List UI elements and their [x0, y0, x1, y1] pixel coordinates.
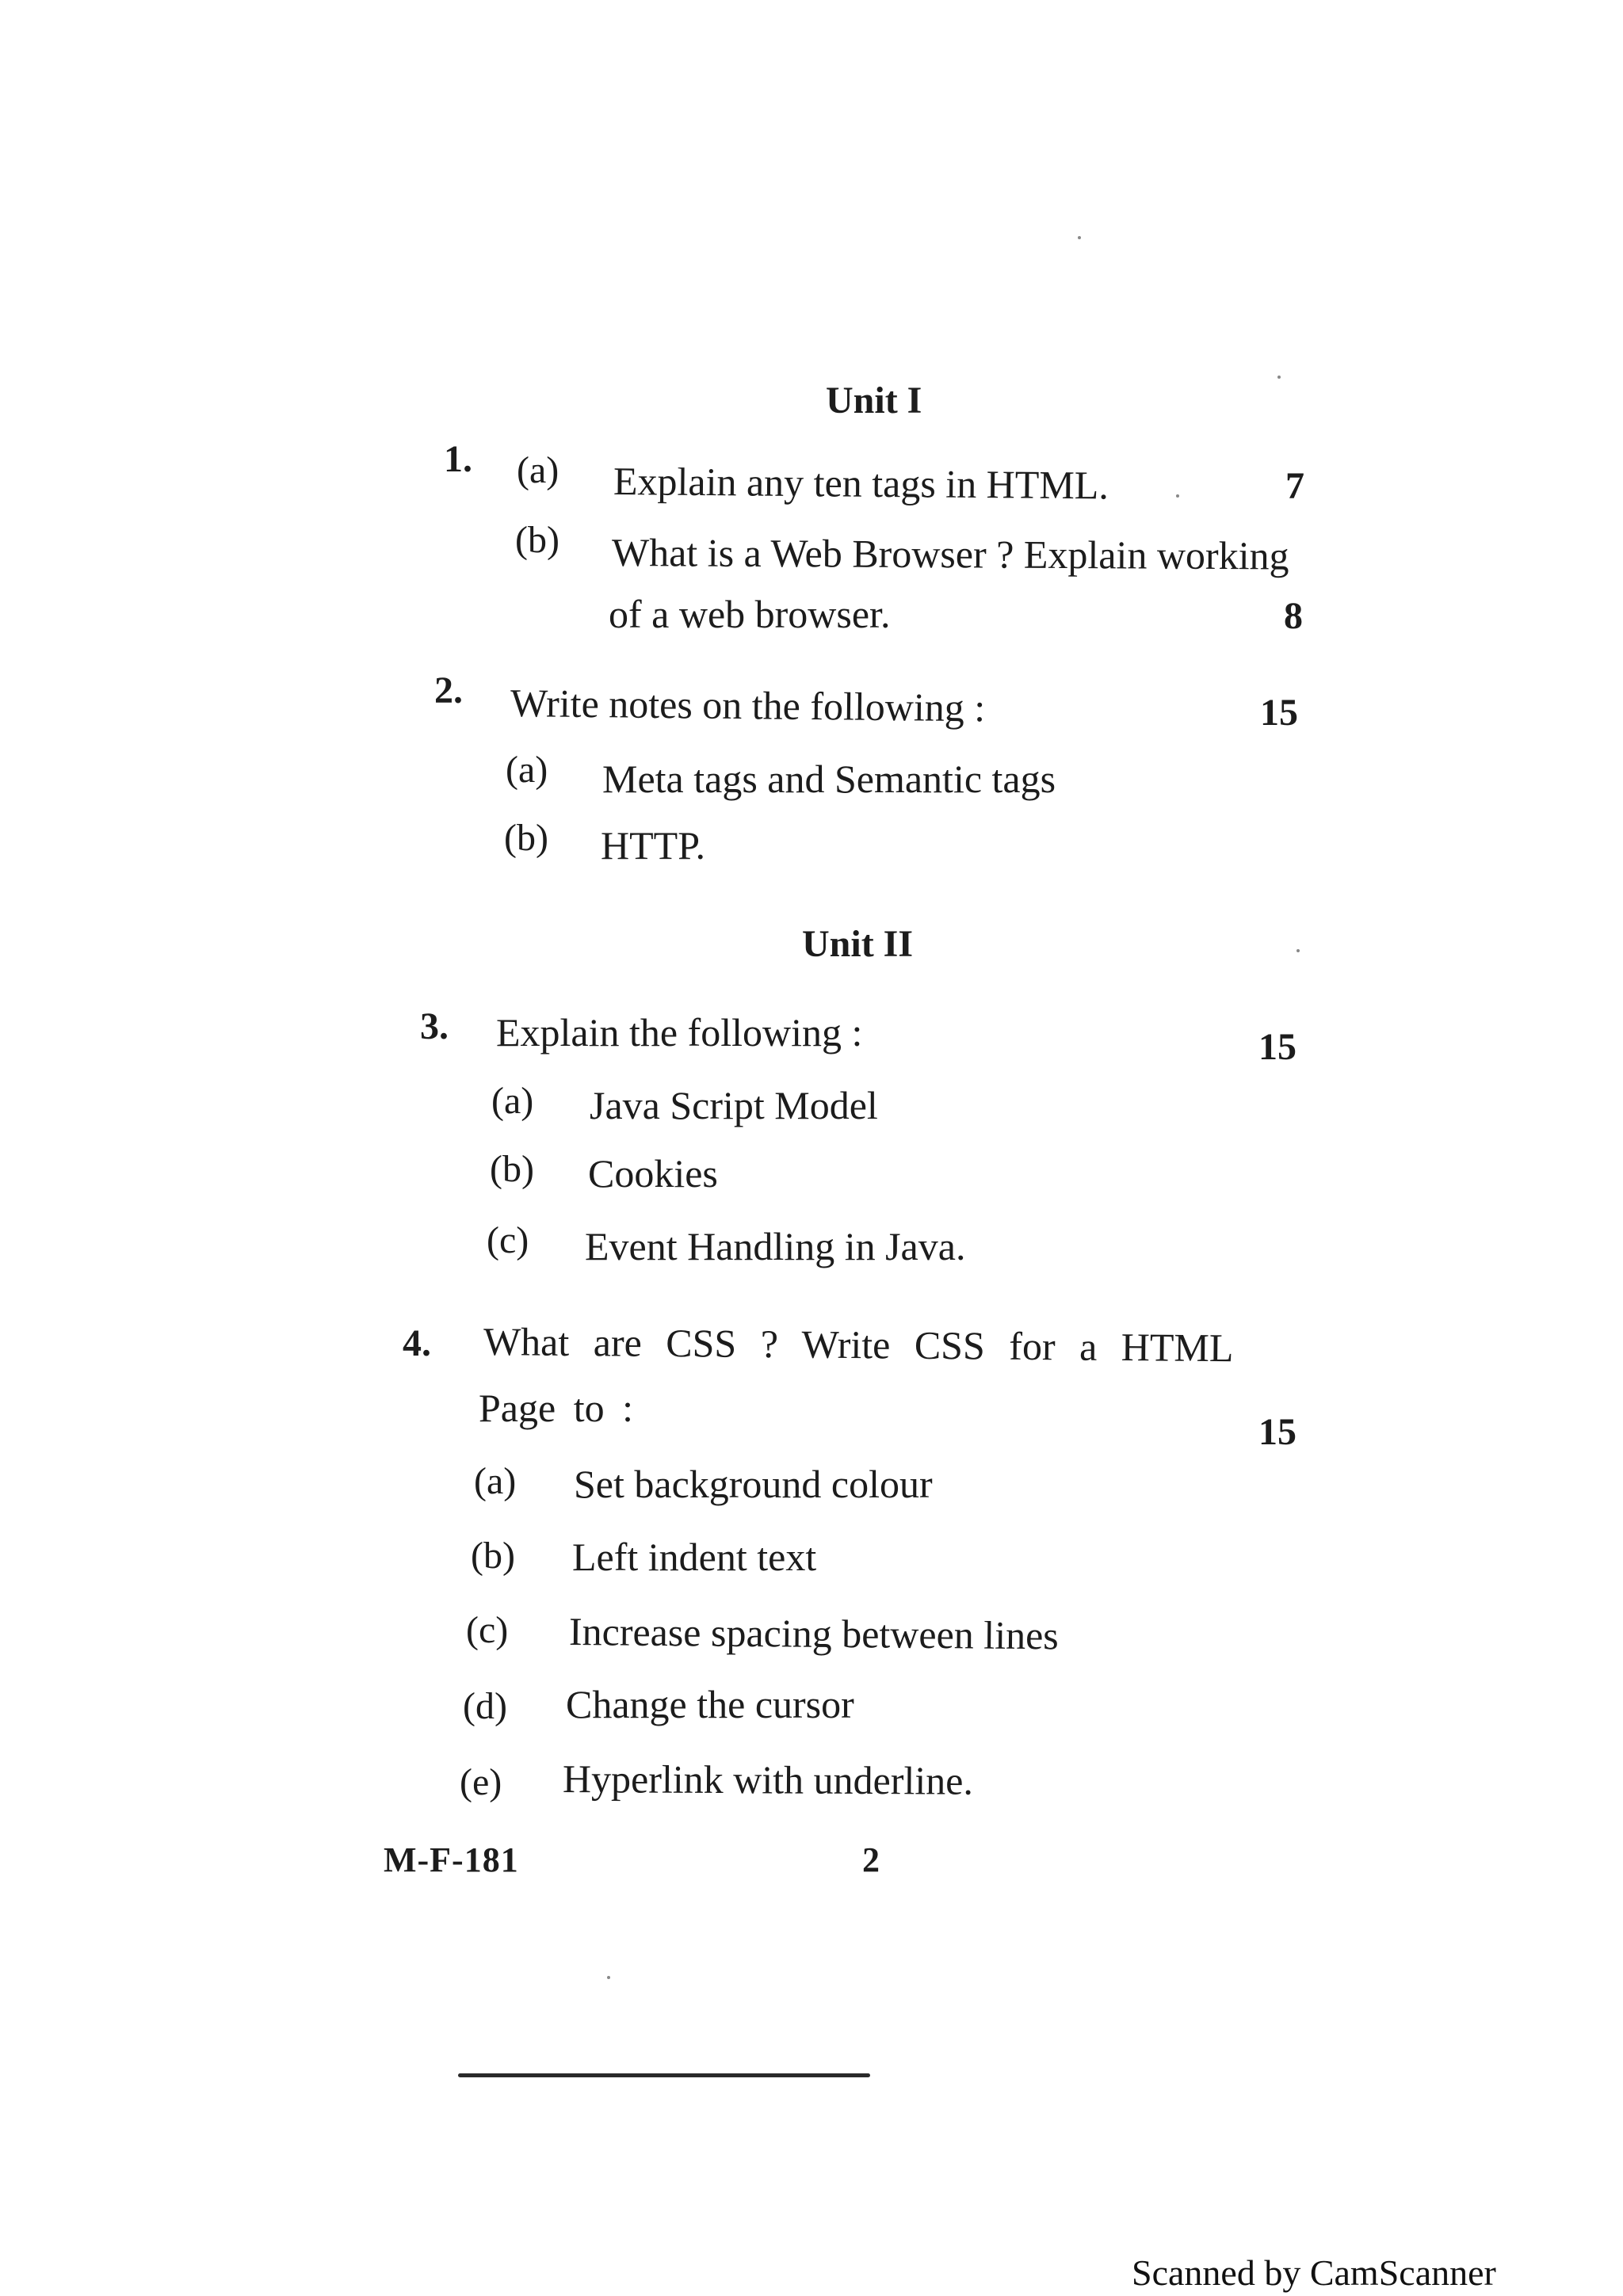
question-2a-label: (a) [506, 749, 548, 791]
question-1b-text-line1: What is a Web Browser ? Explain working [611, 530, 1289, 578]
question-2-text: Write notes on the following : [510, 681, 986, 730]
question-4b-text: Left indent text [572, 1535, 817, 1579]
paper-code: M-F-181 [384, 1840, 519, 1879]
scan-speck [607, 1976, 610, 1979]
scanner-watermark: Scanned by CamScanner [1132, 2252, 1496, 2293]
question-2b-text: HTTP. [601, 823, 705, 868]
question-4-text-line1: What are CSS ? Write CSS for a HTML [483, 1319, 1234, 1371]
question-4e-text: Hyperlink with underline. [562, 1756, 974, 1803]
question-3b-label: (b) [490, 1148, 534, 1190]
scan-speck [1078, 236, 1081, 239]
question-1b-text-line2: of a web browser. [609, 592, 891, 636]
question-3-marks: 15 [1258, 1026, 1296, 1068]
question-4e-label: (e) [460, 1761, 502, 1803]
question-4c-text: Increase spacing between lines [568, 1609, 1060, 1658]
unit-1-heading: Unit I [826, 379, 922, 421]
question-1a-text: Explain any ten tags in HTML. [613, 459, 1109, 508]
page-number: 2 [862, 1840, 880, 1879]
question-4a-text: Set background colour [574, 1462, 933, 1506]
scan-speck [1296, 949, 1300, 952]
question-2a-text: Meta tags and Semantic tags [602, 757, 1056, 801]
question-2b-label: (b) [504, 817, 548, 859]
question-1b-marks: 8 [1284, 595, 1303, 637]
scan-speck [1176, 494, 1179, 498]
question-4d-label: (d) [463, 1685, 507, 1727]
unit-2-heading: Unit II [802, 923, 914, 965]
question-3-text: Explain the following : [496, 1010, 863, 1055]
question-3c-text: Event Handling in Java. [585, 1224, 966, 1268]
question-4d-text: Change the cursor [566, 1682, 854, 1726]
question-4a-label: (a) [474, 1460, 517, 1502]
question-4c-label: (c) [466, 1609, 509, 1651]
question-2-number: 2. [434, 669, 463, 711]
question-1-number: 1. [444, 438, 472, 480]
question-4-text-line2: Page to : [479, 1386, 633, 1430]
question-1a-marks: 7 [1285, 465, 1304, 507]
question-3a-text: Java Script Model [590, 1083, 878, 1127]
question-3a-label: (a) [491, 1080, 534, 1122]
question-1a-label: (a) [517, 449, 559, 491]
question-3-number: 3. [420, 1005, 449, 1047]
question-4-marks: 15 [1258, 1411, 1296, 1453]
question-3c-label: (c) [487, 1219, 529, 1261]
question-1b-label: (b) [515, 519, 559, 561]
question-3b-text: Cookies [588, 1151, 718, 1196]
scan-speck [1277, 376, 1281, 379]
question-4b-label: (b) [471, 1535, 515, 1577]
question-4-number: 4. [403, 1322, 431, 1364]
divider-line [458, 2073, 870, 2077]
question-2-marks: 15 [1260, 692, 1298, 734]
